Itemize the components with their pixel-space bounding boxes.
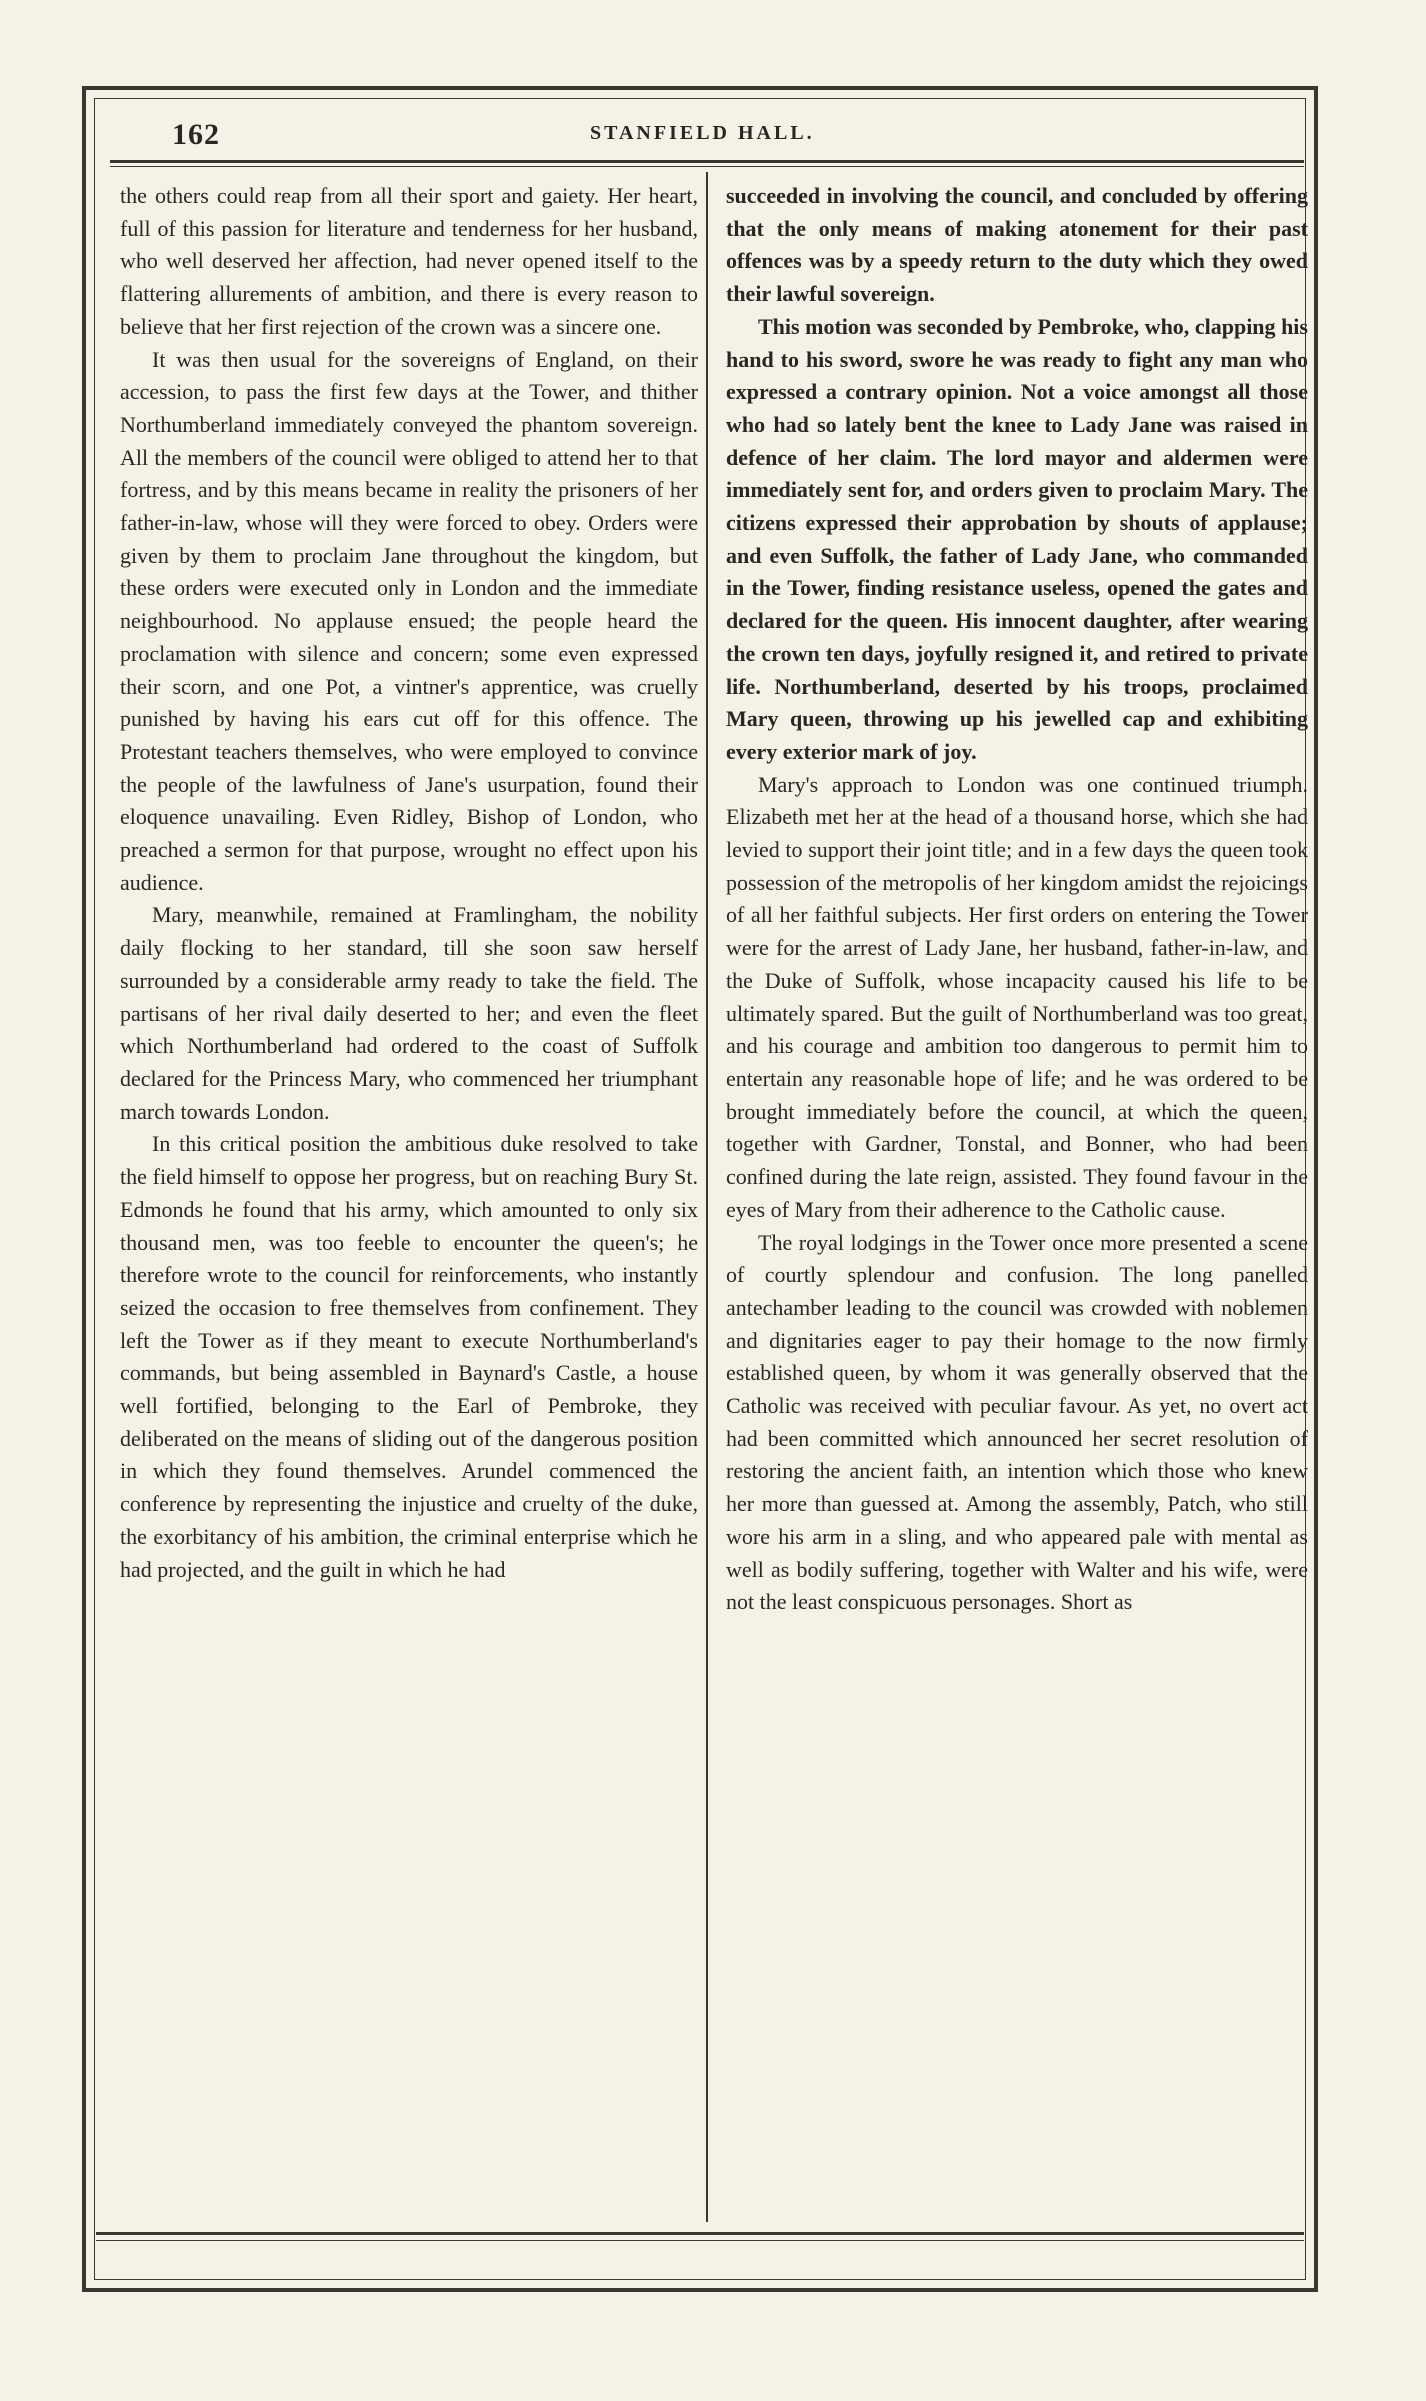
footer-rule — [96, 2232, 1304, 2235]
left-column — [120, 180, 698, 2220]
page-header — [110, 110, 1310, 158]
right-column — [726, 180, 1308, 2220]
paragraph: the others could reap from all their sport and gaiety. Her heart, full of this passion for literature and tenderness for her husband, who well deserved her affection, had never opened itself to the flattering allurements of ambition, and there is every reason to believe that her first rejection of the crown was a sincere one. — [120, 183, 698, 339]
paragraph: succeeded in involving the council, and concluded by offering that the only means of making atonement for their past offences was by a speedy return to the duty which they owed their lawful sovereign. — [726, 183, 1308, 307]
paragraph: Mary's approach to London was one continued triumph. Elizabeth met her at the head of a thousand horse, which she had levied to support their joint title; and in a few days the queen took possession of the metropolis of her kingdom amidst the rejoicings of all her faithful subjects. Her first orders on entering the Tower were for the arrest of Lady Jane, her husband, father-in-law, and the Duke of Suffolk, whose incapacity caused his life to be ultimately spared. But the guilt of Northumberland was too great, and his courage and ambition too dangerous to permit him to entertain any reasonable hope of life; and he was ordered to be brought immediately before the council, at which the queen, together with Gardner, Tonstal, and Bonner, who had been confined during the late reign, assisted. They found favour in the eyes of Mary from their adherence to the Catholic cause. — [726, 771, 1308, 1222]
page-number: 162 — [172, 118, 220, 151]
paragraph: Mary, meanwhile, remained at Framlingham, the nobility daily flocking to her standard, till she soon saw herself surrounded by a considerable army ready to take the field. The partisans of her rival daily deserted to her; and even the fleet which Northumberland had ordered to the coast of Suffolk declared for the Princess Mary, who commenced her triumphant march towards London. — [120, 902, 698, 1124]
header-rule-thin — [110, 166, 1304, 167]
paragraph: It was then usual for the sovereigns of England, on their accession, to pass the first few days at the Tower, and thither Northumberland immediately conveyed the phantom sovereign. All the members of the council were obliged to attend her to that fortress, and by this means became in reality the prisoners of her father-in-law, whose will they were forced to obey. Orders were given by them to proclaim Jane throughout the kingdom, but these orders were executed only in London and the immediate neighbourhood. No applause ensued; the people heard the proclamation with silence and concern; some even expressed their scorn, and one Pot, a vintner's apprentice, was cruelly punished by having his ears cut off for this offence. The Protestant teachers themselves, who were employed to convince the people of the lawfulness of Jane's usurpation, found their eloquence unavailing. Even Ridley, Bishop of London, who preached a sermon for that purpose, wrought no effect upon his audience. — [120, 346, 698, 895]
header-rule — [110, 160, 1304, 163]
column-divider — [706, 172, 708, 2222]
paragraph: This motion was seconded by Pembroke, who, clapping his hand to his sword, swore he was ready to fight any man who expressed a contrary opinion. Not a voice amongst all those who had so lately bent the knee to Lady Jane was raised in defence of her claim. The lord mayor and aldermen were immediately sent for, and orders given to proclaim Mary. The citizens expressed their approbation by shouts of applause; and even Suffolk, the father of Lady Jane, who commanded in the Tower, finding resistance useless, opened the gates and declared for the queen. His innocent daughter, after wearing the crown ten days, joyfully resigned it, and retired to private life. Northumberland, deserted by his troops, proclaimed Mary queen, throwing up his jewelled cap and exhibiting every exterior mark of joy. — [726, 313, 1308, 764]
paragraph: In this critical position the ambitious duke resolved to take the field himself to oppose her progress, but on reaching Bury St. Edmonds he found that his army, which amounted to only six thousand men, was too feeble to encounter the queen's; he therefore wrote to the council for reinforcements, who instantly seized the occasion to free themselves from confinement. They left the Tower as if they meant to execute Northumberland's commands, but being assembled in Baynard's Castle, a house well fortified, belonging to the Earl of Pembroke, they deliberated on the means of sliding out of the dangerous position in which they found themselves. Arundel commenced the conference by representing the injustice and cruelty of the duke, the exorbitancy of his ambition, the criminal enterprise which he had projected, and the guilt in which he had — [120, 1131, 698, 1582]
footer-rule-thin — [96, 2240, 1304, 2241]
paragraph: The royal lodgings in the Tower once more presented a scene of courtly splendour and confusion. The long panelled antechamber leading to the council was crowded with noblemen and dignitaries eager to pay their homage to the now firmly established queen, by whom it was generally observed that the Catholic was received with peculiar favour. As yet, no overt act had been committed which announced her secret resolution of restoring the ancient faith, an intention which those who knew her more than guessed at. Among the assembly, Patch, who still wore his arm in a sling, and who appeared pale with mental as well as bodily suffering, together with Walter and his wife, were not the least conspicuous personages. Short as — [726, 1229, 1308, 1615]
running-title: STANFIELD HALL. — [590, 122, 815, 144]
